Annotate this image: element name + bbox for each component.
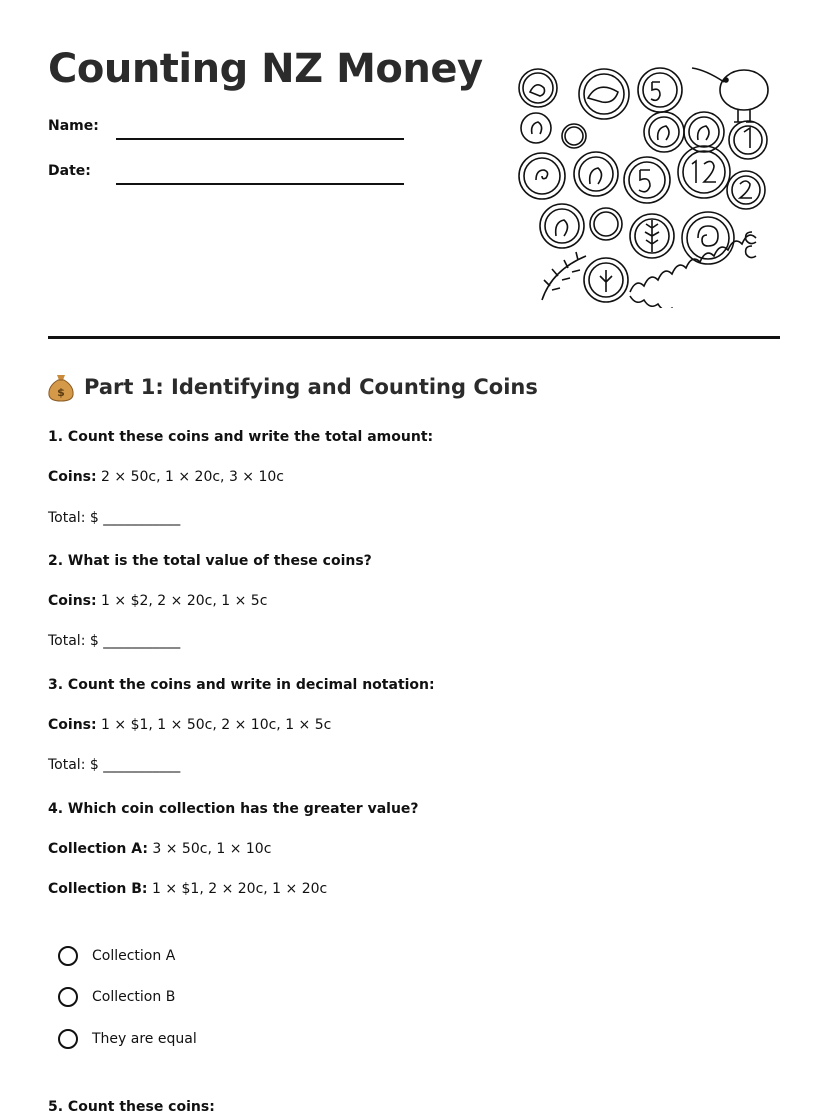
q1-question: 1. Count these coins and write the total amount: [48, 429, 434, 445]
coin-12 [678, 146, 730, 198]
q3-total[interactable]: Total: $ ___________ [48, 757, 181, 773]
coin-10c [644, 112, 684, 152]
coin-tuatara [579, 69, 629, 119]
q4-question: 4. Which coin collection has the greater value? [48, 801, 419, 817]
radio-button[interactable] [58, 946, 78, 966]
coin-1-dollar [729, 121, 767, 159]
coins-label: Coins: [48, 593, 97, 609]
svg-text:$: $ [57, 386, 65, 399]
header-divider [48, 336, 780, 339]
q5-question: 5. Count these coins: [48, 1099, 215, 1115]
q3-coins-list: 1 × $1, 1 × 50c, 2 × 10c, 1 × 5c [101, 717, 332, 733]
q4-collection-a [48, 841, 271, 857]
coin-fern [540, 204, 584, 248]
option-label: They are equal [92, 1031, 197, 1047]
q1-coins-list: 2 × 50c, 1 × 20c, 3 × 10c [101, 469, 284, 485]
q1-total[interactable]: Total: $ ___________ [48, 510, 181, 526]
date-label: Date: [48, 163, 91, 179]
q2-question: 2. What is the total value of these coins? [48, 553, 372, 569]
kiwi-bird [692, 68, 768, 122]
q2-coins-list: 1 × $2, 2 × 20c, 1 × 5c [101, 593, 268, 609]
collection-b-label: Collection B: [48, 881, 148, 897]
q4-option-equal[interactable] [58, 1029, 197, 1049]
q3-question: 3. Count the coins and write in decimal notation: [48, 677, 435, 693]
koru-border-pattern [630, 235, 756, 308]
radio-button[interactable] [58, 987, 78, 1007]
coins-label: Coins: [48, 469, 97, 485]
coin-koru-large [682, 212, 734, 264]
q3-coins [48, 717, 331, 733]
q2-total[interactable]: Total: $ ___________ [48, 633, 181, 649]
coin-leaf [630, 214, 674, 258]
money-bag-icon [48, 372, 74, 402]
q1-coins [48, 469, 284, 485]
page-title: Counting NZ Money [48, 46, 483, 92]
coin-koru [519, 153, 565, 199]
option-label: Collection A [92, 948, 176, 964]
coins-label: Coins: [48, 717, 97, 733]
coin-5c [638, 68, 682, 112]
part1-heading-text: Part 1: Identifying and Counting Coins [84, 375, 538, 399]
name-label: Name: [48, 118, 99, 134]
collection-b-coins: 1 × $1, 2 × 20c, 1 × 20c [151, 881, 328, 897]
coin-5-large [624, 157, 670, 203]
collection-a-label: Collection A: [48, 841, 148, 857]
q4-option-a[interactable] [58, 946, 175, 966]
date-field-line[interactable] [116, 183, 404, 185]
q2-coins [48, 593, 267, 609]
q4-option-b[interactable] [58, 987, 175, 1007]
coin-small-head [590, 208, 622, 240]
name-field-line[interactable] [116, 138, 404, 140]
coin-kiwi-small [519, 69, 557, 107]
fern-frond [542, 252, 586, 300]
coin-queen-small [521, 113, 551, 143]
coin-2-dollar [727, 171, 765, 209]
coin-1c [562, 124, 586, 148]
coin-portrait [574, 152, 618, 196]
radio-button[interactable] [58, 1029, 78, 1049]
q4-collection-b [48, 881, 327, 897]
option-label: Collection B [92, 989, 176, 1005]
nz-coins-illustration [512, 60, 778, 308]
collection-a-coins: 3 × 50c, 1 × 10c [152, 841, 272, 857]
part1-heading [48, 372, 538, 402]
coin-plant [584, 258, 628, 302]
